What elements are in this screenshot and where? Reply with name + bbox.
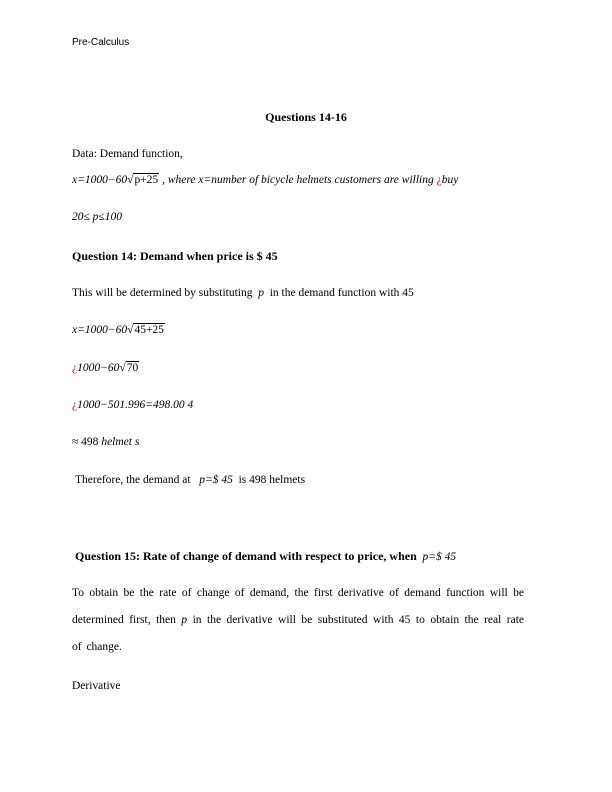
running-header: Pre-Calculus	[72, 37, 130, 48]
q15-paragraph-b: in the derivative will be substituted with 45 to obtain the real rate of change.	[72, 614, 525, 653]
q15-heading-eq: p=$ 45	[422, 551, 457, 563]
q14-sentence-b: in the demand function with 45	[269, 287, 414, 299]
sqrt-argument: p+25	[134, 174, 159, 186]
q14-step2-body: 1000−60	[77, 362, 120, 374]
q14-step4-approx: ≈ 498	[72, 436, 99, 448]
q14-step4	[72, 436, 139, 448]
q14-conclusion-eq: p=$ 45	[199, 474, 233, 486]
q14-step4-unit: helmet s	[101, 436, 140, 448]
inverted-question-mark: ¿	[436, 174, 442, 186]
sqrt-sign: √	[127, 174, 134, 186]
q14-conclusion-a: Therefore, the demand at	[75, 474, 191, 486]
q14-sentence-var: p	[258, 287, 264, 299]
q14-sentence	[72, 287, 414, 299]
q14-conclusion	[75, 474, 305, 486]
q15-paragraph-a: To obtain be the rate of change of demand, the first derivative of demand function will be determined first, then	[72, 587, 524, 626]
sqrt-sign: √	[127, 324, 134, 336]
derivative-label: Derivative	[72, 680, 121, 692]
demand-equation	[72, 174, 458, 186]
price-domain: 20≤ p≤100	[72, 211, 122, 223]
demand-eq-buy: buy	[441, 174, 459, 186]
q14-step1	[72, 324, 165, 336]
data-intro: Data: Demand function,	[72, 148, 183, 160]
q14-step2	[72, 362, 139, 374]
sqrt-sign: √	[119, 362, 126, 374]
q14-step3-body: 1000−501.996=498.00 4	[77, 399, 194, 411]
q14-heading: Question 14: Demand when price is $ 45	[72, 249, 278, 263]
q14-step3	[72, 399, 193, 411]
section-title: Questions 14-16	[265, 110, 347, 124]
inverted-question-mark: ¿	[72, 399, 78, 411]
sqrt-argument: 45+25	[134, 324, 164, 336]
q14-sentence-a: This will be determined by substituting	[72, 287, 253, 299]
q14-step1-lhs: x=1000−60	[72, 324, 128, 336]
demand-eq-lhs: x=1000−60	[72, 174, 128, 186]
inverted-question-mark: ¿	[72, 362, 78, 374]
q15-paragraph-var: p	[181, 614, 188, 626]
q15-heading: Question 15: Rate of change of demand with respect to price, when	[75, 549, 417, 563]
q15-heading-line	[75, 549, 456, 564]
q14-conclusion-b: is 498 helmets	[238, 474, 306, 486]
q15-paragraph	[72, 580, 524, 661]
demand-eq-where: , where x=number of bicycle helmets customers are willing	[159, 174, 434, 186]
sqrt-argument: 70	[126, 362, 139, 374]
